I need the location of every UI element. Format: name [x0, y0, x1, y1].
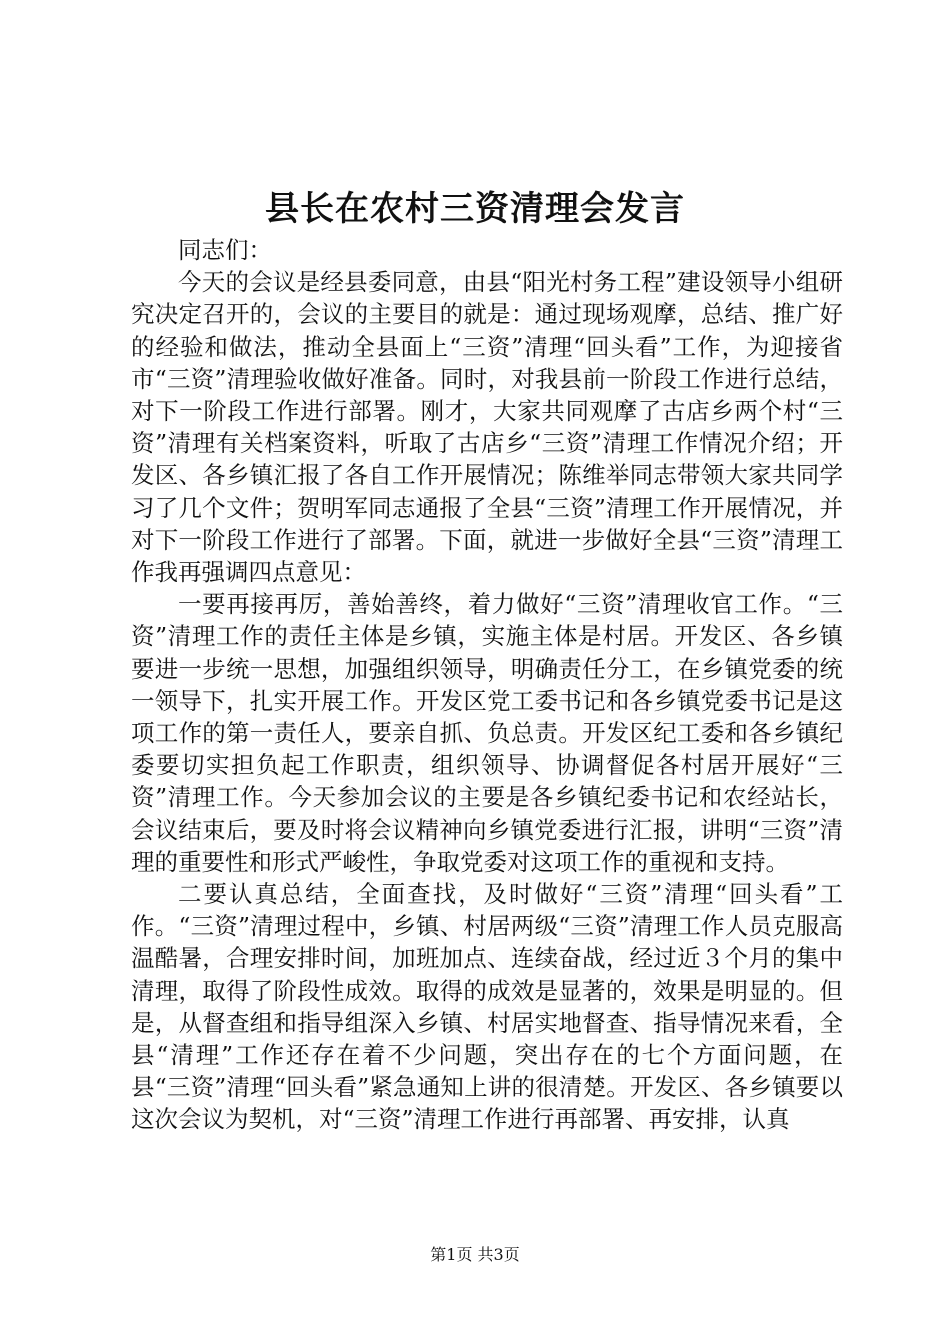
paragraph-intro: 今天的会议是经县委同意，由县“阳光村务工程”建设领导小组研究决定召开的，会议的主要目的就是：通过现场观摩，总结、推广好的经验和做法，推动全县面上“三资”清理“回头看”工作，为迎接省市“三资”清理验收做好准备。同时，对我县前一阶段工作进行总结，对下一阶段工作进行部署。刚才，大家共同观摩了古店乡两个村“三资”清理有关档案资料，听取了古店乡“三资”清理工作情况介绍；开发区、各乡镇汇报了各自工作开展情况；陈维举同志带领大家共同学习了几个文件；贺明军同志通报了全县“三资”清理工作开展情况，并对下一阶段工作进行了部署。下面，就进一步做好全县“三资”清理工作我再强调四点意见：	[131, 268, 843, 587]
document-title: 县长在农村三资清理会发言	[265, 189, 685, 229]
page-footer: 第1页 共3页	[430, 1245, 520, 1264]
paragraph-point-one: 一要再接再厉，善始善终，着力做好“三资”清理收官工作。“三资”清理工作的责任主体是乡镇，实施主体是村居。开发区、各乡镇要进一步统一思想，加强组织领导，明确责任分工，在乡镇党委的统一领导下，扎实开展工作。开发区党工委书记和各乡镇党委书记是这项工作的第一责任人，要亲自抓、负总责。开发区纪工委和各乡镇纪委要切实担负起工作职责，组织领导、协调督促各村居开展好“三资”清理工作。今天参加会议的主要是各乡镇纪委书记和农经站长，会议结束后，要及时将会议精神向乡镇党委进行汇报，讲明“三资”清理的重要性和形式严峻性，争取党委对这项工作的重视和支持。	[131, 590, 843, 876]
document-body	[131, 234, 843, 1136]
paragraph-point-two: 二要认真总结，全面查找，及时做好“三资”清理“回头看”工作。“三资”清理过程中，乡镇、村居两级“三资”清理工作人员克服高温酷暑，合理安排时间，加班加点、连续奋战，经过近３个月的集中清理，取得了阶段性成效。取得的成效是显著的，效果是明显的。但是，从督查组和指导组深入乡镇、村居实地督查、指导情况来看，全县“清理”工作还存在着不少问题，突出存在的七个方面问题，在县“三资”清理“回头看”紧急通知上讲的很清楚。开发区、各乡镇要以这次会议为契机，对“三资”清理工作进行再部署、再安排，认真	[131, 880, 843, 1134]
salutation: 同志们：	[178, 236, 272, 264]
